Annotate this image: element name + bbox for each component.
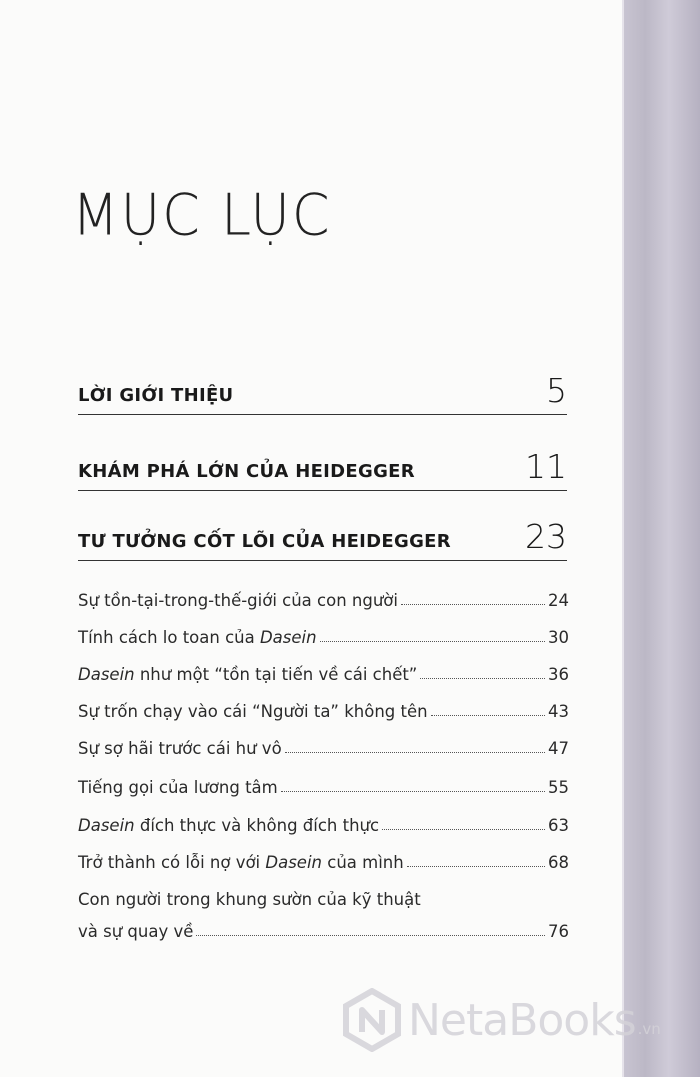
toc-entry-title: Trở thành có lỗi nợ với Dasein của mình — [78, 853, 404, 872]
toc-entry-title: Sự tồn-tại-trong-thế-giới của con người — [78, 591, 398, 610]
toc-entry-title: Tính cách lo toan của Dasein — [78, 628, 317, 647]
dot-leader — [401, 604, 545, 605]
netabooks-watermark — [340, 985, 680, 1055]
chapter-row[interactable] — [78, 446, 567, 491]
dot-leader — [281, 791, 545, 792]
dot-leader — [382, 829, 545, 830]
toc-entry-title-line2: và sự quay về — [78, 922, 194, 941]
watermark-suffix: .vn — [637, 1020, 661, 1038]
toc-entry-page: 63 — [548, 816, 569, 835]
toc-entry[interactable] — [78, 769, 569, 797]
toc-entry[interactable] — [78, 656, 569, 684]
toc-entry-page: 47 — [548, 739, 569, 758]
toc-entry-title: Sự sợ hãi trước cái hư vô — [78, 739, 282, 758]
chapter-page-number: 5 — [546, 371, 567, 410]
toc-entry-title-line1: Con người trong khung sườn của kỹ thuật — [78, 890, 421, 909]
toc-entry-page: 24 — [548, 591, 569, 610]
toc-entry[interactable] — [78, 619, 569, 647]
dot-leader — [431, 715, 545, 716]
dot-leader — [285, 752, 545, 753]
toc-entry-page: 76 — [548, 922, 569, 941]
toc-entry[interactable] — [78, 913, 569, 941]
page-edge — [622, 0, 700, 1077]
toc-entry-title: Tiếng gọi của lương tâm — [78, 778, 278, 797]
chapter-page-number: 23 — [525, 517, 567, 556]
toc-entry-page: 68 — [548, 853, 569, 872]
toc-entry[interactable] — [78, 844, 569, 872]
dot-leader — [320, 641, 545, 642]
dot-leader — [196, 935, 545, 936]
toc-entry-page: 43 — [548, 702, 569, 721]
dot-leader — [407, 866, 545, 867]
toc-entry-title: Sự trốn chạy vào cái “Người ta” không tên — [78, 702, 428, 721]
dot-leader — [420, 678, 545, 679]
toc-entry-title: Dasein như một “tồn tại tiến về cái chết” — [78, 665, 418, 684]
page-edge-line — [622, 0, 624, 1077]
toc-entry[interactable] — [78, 582, 569, 610]
toc-entry-page: 36 — [548, 665, 569, 684]
chapter-row[interactable] — [78, 516, 567, 561]
watermark-text: NetaBooks — [408, 994, 636, 1046]
toc-entry[interactable] — [78, 807, 569, 835]
toc-entry-page: 55 — [548, 778, 569, 797]
chapter-label: KHÁM PHÁ LỚN CỦA HEIDEGGER — [78, 461, 415, 482]
page-title: MỤC LỤC — [72, 182, 332, 249]
toc-entry-title: Dasein đích thực và không đích thực — [78, 816, 380, 835]
toc-entry[interactable] — [78, 693, 569, 721]
chapter-label: LỜI GIỚI THIỆU — [78, 385, 234, 406]
netabooks-logo-icon — [340, 988, 404, 1052]
chapter-page-number: 11 — [525, 447, 567, 486]
chapter-label: TƯ TƯỞNG CỐT LÕI CỦA HEIDEGGER — [78, 531, 451, 552]
chapter-row[interactable] — [78, 370, 567, 415]
toc-entry[interactable] — [78, 730, 569, 758]
toc-entry-page: 30 — [548, 628, 569, 647]
